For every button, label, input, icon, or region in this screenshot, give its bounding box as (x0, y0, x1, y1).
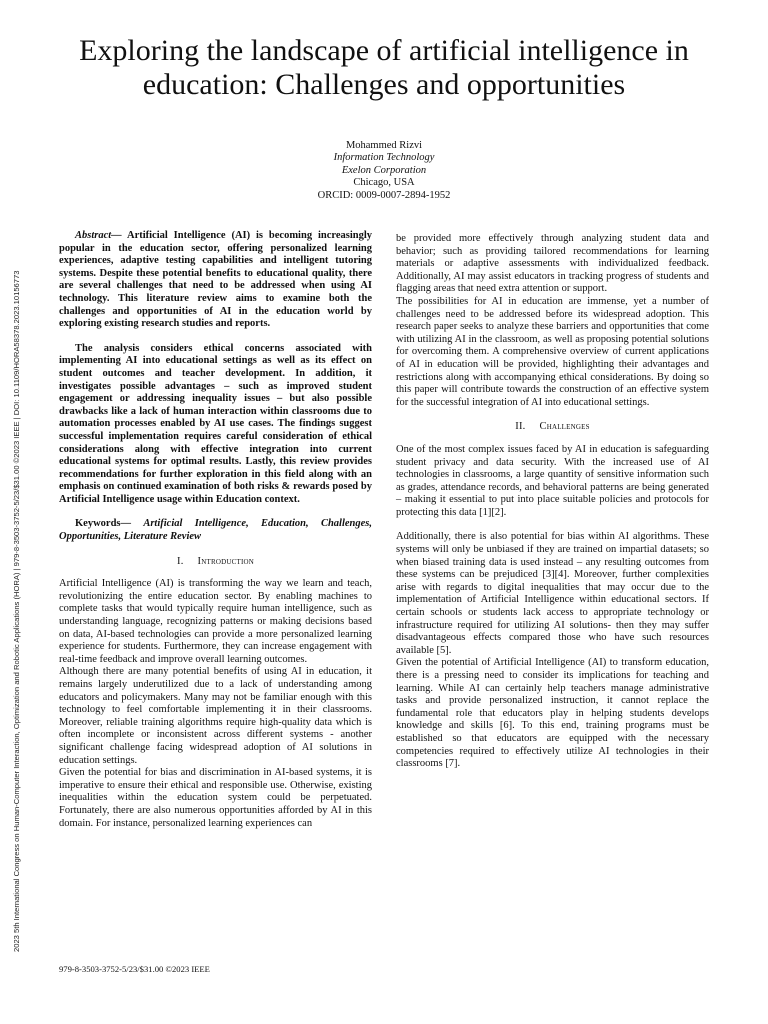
keywords (59, 518, 372, 543)
section-title: Introduction (197, 555, 254, 567)
abstract-label: Abstract— (75, 230, 122, 241)
body-paragraph: be provided more effectively through analyzing student data and behavior; such as providing tailored recommendations for learning materials or adaptive assessments with individualized feedback. Additionally, AI may assist educators in tracking progress of students and flagging areas that need extra attention or support. (396, 233, 709, 295)
author-block (234, 140, 534, 202)
author-organization: Exelon Corporation (341, 164, 427, 176)
author-location: Chicago, USA (353, 177, 415, 189)
side-metadata (11, 152, 25, 952)
body-paragraph: Given the potential for bias and discrimination in AI-based systems, it is imperative to ensure their ethical and responsible use. Otherwise, existing inequalities within the education system could be perpetuated. Fortunately, there are also numerous opportunities afforded by AI in this domain. For instance, personalized learning experiences can (59, 767, 372, 829)
left-column (59, 230, 372, 830)
abstract-text-1: Artificial Intelligence (AI) is becoming increasingly popular in the education sector, offering personalized learning experiences, adaptive testing capabilities and intelligent tutoring systems. Despite these potential benefits to educational quality, there are several challenges that need to be addressed when using AI technology. This literature review aims to examine both the challenges and opportunities of AI in the education world by exploring existing research studies and reports. (59, 230, 373, 330)
section-number: I. (177, 555, 184, 567)
abstract-paragraph-1 (59, 230, 372, 331)
body-paragraph: Given the potential of Artificial Intelligence (AI) to transform education, there is a pressing need to consider its implications for teaching and learning. While AI can certainly help teachers manage administrative tasks and provide personalized instruction, it cannot replace the fundamental role that educators play in helping students develops knowledge and skills [6]. To this end, training programs must be established so that educators are equipped with the necessary competencies required to effectively utilize AI technologies in their classrooms [7]. (396, 657, 709, 770)
author-department: Information Technology (333, 152, 435, 164)
section-number: II. (515, 421, 526, 433)
section-heading-challenges (396, 421, 709, 434)
copyright-footer: 979-8-3503-3752-5/23/$31.00 ©2023 IEEE (59, 964, 210, 974)
side-metadata-text: 2023 5th International Congress on Human-Computer Interaction, Optimization and Robotic Applications (HORA) | 979-8-3503-3752-5/23/$31.00 ©2023 IEEE | DOI: 10.1109/HORA58378.2023.10156773 (12, 270, 21, 952)
keywords-terms: Artificial Intelligence, Education, Challenges, Opportunities, Literature Review (59, 518, 372, 543)
body-paragraph: One of the most complex issues faced by AI in education is safeguarding student privacy and data security. With the increased use of AI technologies in classrooms, a large quantity of sensitive information such as grades, attendance records, and behavioral patterns are being generated – making it essential to put into place suitable policies and protocols for protecting this data [1][2]. (396, 443, 709, 518)
body-paragraph: Artificial Intelligence (AI) is transforming the way we learn and teach, revolutionizing the entire education sector. By enabling machines to complete tasks that would typically require human intelligence, such as understanding language, recognizing patterns or making decisions based on data, AI-based technologies can provide a more personalized learning experience for students. Furthermore, they can increase engagement with real-time feedback and improve overall learning outcomes. (59, 578, 372, 665)
keywords-label: Keywords— (75, 518, 131, 530)
abstract-paragraph-2: The analysis considers ethical concerns associated with implementing AI into educational settings as well as its effect on student outcomes and teacher development. In addition, it investigates possible advantages – such as improved student engagement or addressing inequality issues – but also possible drawbacks like a lack of human interaction within classrooms due to automation processes enabled by AI use cases. The findings suggest successful implementation requires careful consideration of ethical considerations along with effective integration into current educational systems for optimal results. Lastly, this review provides recommendations for further exploration in this field along with an emphasis on continued examination of both risks & rewards posed by Artificial Intelligence usage within Education context. (59, 342, 372, 505)
body-paragraph: The possibilities for AI in education are immense, yet a number of challenges need to be addressed before its widespread adoption. This research paper seeks to analyze these barriers and opportunities that come with utilizing AI in the classroom, as well as proposing potential solutions for overcoming them. A comprehensive overview of current applications of AI in education will be provided, highlighting their advantages and restrictions along with accompanying ethical considerations. By doing so this paper will contribute towards the construction of an effective system for the successful integration of AI into educational settings. (396, 295, 709, 408)
section-heading-introduction (59, 556, 372, 569)
section-title: Challenges (539, 421, 590, 433)
body-paragraph: Additionally, there is also potential for bias within AI algorithms. These systems will only be unbiased if they are trained on impartial datasets; so when biased training data is used instead – any resulting outcomes from these systems can be prejudiced [3][4]. Moreover, further complexities arise with regards to digital inequalities that may occur due to the implementation of Artificial Intelligence within educational sectors. If certain schools or students lack access to appropriate technology or infrastructure required for utilizing AI solutions- then they may suffer disadvantageous effects compared those who have such resources available [5]. (396, 531, 709, 656)
paper-title: Exploring the landscape of artificial intelligence in education: Challenges and opportunities (79, 34, 689, 101)
author-orcid: ORCID: 0009-0007-2894-1952 (317, 189, 451, 201)
author-name: Mohammed Rizvi (345, 140, 423, 151)
body-paragraph: Although there are many potential benefits of using AI in education, it remains largely underutilized due to a lack of understanding among educators and policymakers. Many may not be familiar enough with this technology to feel comfortable implementing it in their classrooms. Moreover, reliable training algorithms require high-quality data which is often incomplete or inconsistent across different systems - another significant challenge facing widespread adoption of AI solutions in education settings. (59, 666, 372, 766)
right-column (396, 233, 709, 771)
